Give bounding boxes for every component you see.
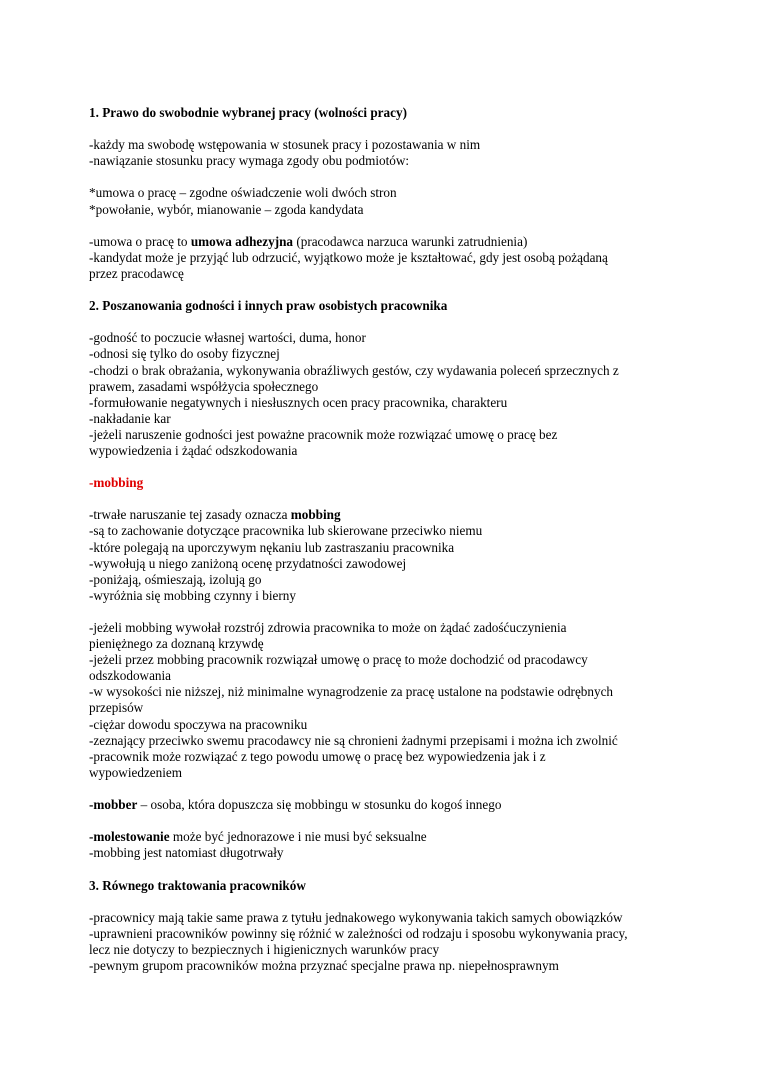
text-line: [89, 507, 679, 523]
document-page: [89, 105, 679, 974]
text-line: [89, 234, 679, 250]
bold-term: -molestowanie: [89, 829, 170, 845]
text-line: -nawiązanie stosunku pracy wymaga zgody obu podmiotów:: [89, 153, 410, 169]
text-line: -są to zachowanie dotyczące pracownika lub skierowane przeciwko niemu: [89, 523, 483, 539]
text-run: -trwałe naruszanie tej zasady oznacza: [89, 507, 291, 523]
text-line: -jeżeli mobbing wywołał rozstrój zdrowia pracownika to może on żądać zadośćuczynienia: [89, 620, 567, 635]
section-3-heading: 3. Równego traktowania pracowników: [89, 877, 306, 893]
text-line: -jeżeli naruszenie godności jest poważne pracownik może rozwiązać umowę o pracę bez: [89, 426, 558, 442]
section-1-heading: 1. Prawo do swobodnie wybranej pracy (wolności pracy): [89, 105, 407, 120]
text-line: wypowiedzeniem: [89, 764, 183, 780]
text-line: -formułowanie negatywnych i niesłusznych ocen pracy pracownika, charakteru: [89, 394, 508, 410]
text-run: (pracodawca narzuca warunki zatrudnienia): [293, 233, 528, 249]
section-2-heading: 2. Poszanowania godności i innych praw osobistych pracownika: [89, 298, 448, 314]
text-line: odszkodowania: [89, 668, 172, 684]
text-line: -które polegają na uporczywym nękaniu lub zastraszaniu pracownika: [89, 539, 455, 555]
text-line: *umowa o pracę – zgodne oświadczenie woli dwóch stron: [89, 185, 397, 201]
mobbing-subheading: -mobbing: [89, 475, 144, 491]
text-line: -mobbing jest natomiast długotrwały: [89, 845, 284, 861]
text-line: [89, 829, 679, 845]
text-line: *powołanie, wybór, mianowanie – zgoda kandydata: [89, 201, 364, 217]
text-line: -wywołują u niego zaniżoną ocenę przydatności zawodowej: [89, 555, 407, 571]
text-line: -kandydat może je przyjąć lub odrzucić, wyjątkowo może je kształtować, gdy jest osobą pożądaną: [89, 249, 608, 265]
text-run: -umowa o pracę to: [89, 233, 191, 249]
bold-term: mobbing: [290, 507, 341, 523]
text-line: prawem, zasadami współżycia społecznego: [89, 378, 319, 394]
text-line: -odnosi się tylko do osoby fizycznej: [89, 346, 280, 362]
text-line: wypowiedzenia i żądać odszkodowania: [89, 442, 298, 458]
text-line: [89, 797, 679, 813]
text-line: lecz nie dotyczy to bezpiecznych i higienicznych warunków pracy: [89, 941, 440, 957]
text-line: -zeznający przeciwko swemu pracodawcy nie są chronieni żadnymi przepisami i można ich zwolnić: [89, 732, 618, 748]
text-line: -pewnym grupom pracowników można przyznać specjalne prawa np. niepełnosprawnym: [89, 957, 559, 973]
bold-term: umowa adhezyjna: [190, 233, 294, 249]
bold-term: -mobber: [89, 797, 138, 813]
text-line: przez pracodawcę: [89, 265, 184, 281]
text-line: -pracownicy mają takie same prawa z tytułu jednakowego wykonywania takich samych obowiązków: [89, 909, 623, 925]
text-line: -wyróżnia się mobbing czynny i bierny: [89, 587, 296, 603]
text-line: -w wysokości nie niższej, niż minimalne wynagrodzenie za pracę ustalone na podstawie odrębnych: [89, 684, 614, 700]
text-line: -każdy ma swobodę wstępowania w stosunek pracy i pozostawania w nim: [89, 137, 481, 153]
text-line: -nakładanie kar: [89, 410, 171, 426]
text-line: -ciężar dowodu spoczywa na pracowniku: [89, 716, 308, 732]
text-line: przepisów: [89, 700, 144, 716]
text-line: -poniżają, ośmieszają, izolują go: [89, 571, 262, 587]
text-line: pieniężnego za doznaną krzywdę: [89, 636, 264, 652]
text-line: -uprawnieni pracowników powinny się różnić w zależności od rodzaju i sposobu wykonywania pracy,: [89, 925, 628, 941]
text-run: może być jednorazowe i nie musi być seksualne: [169, 829, 427, 845]
text-line: -godność to poczucie własnej wartości, duma, honor: [89, 330, 366, 346]
text-run: – osoba, która dopuszcza się mobbingu w stosunku do kogoś innego: [137, 797, 502, 813]
text-line: -chodzi o brak obrażania, wykonywania obraźliwych gestów, czy wydawania poleceń sprzecznych z: [89, 362, 619, 378]
text-line: -pracownik może rozwiązać z tego powodu umowę o pracę bez wypowiedzenia jak i z: [89, 748, 546, 764]
text-line: -jeżeli przez mobbing pracownik rozwiązał umowę o pracę to może dochodzić od pracodawcy: [89, 652, 588, 668]
